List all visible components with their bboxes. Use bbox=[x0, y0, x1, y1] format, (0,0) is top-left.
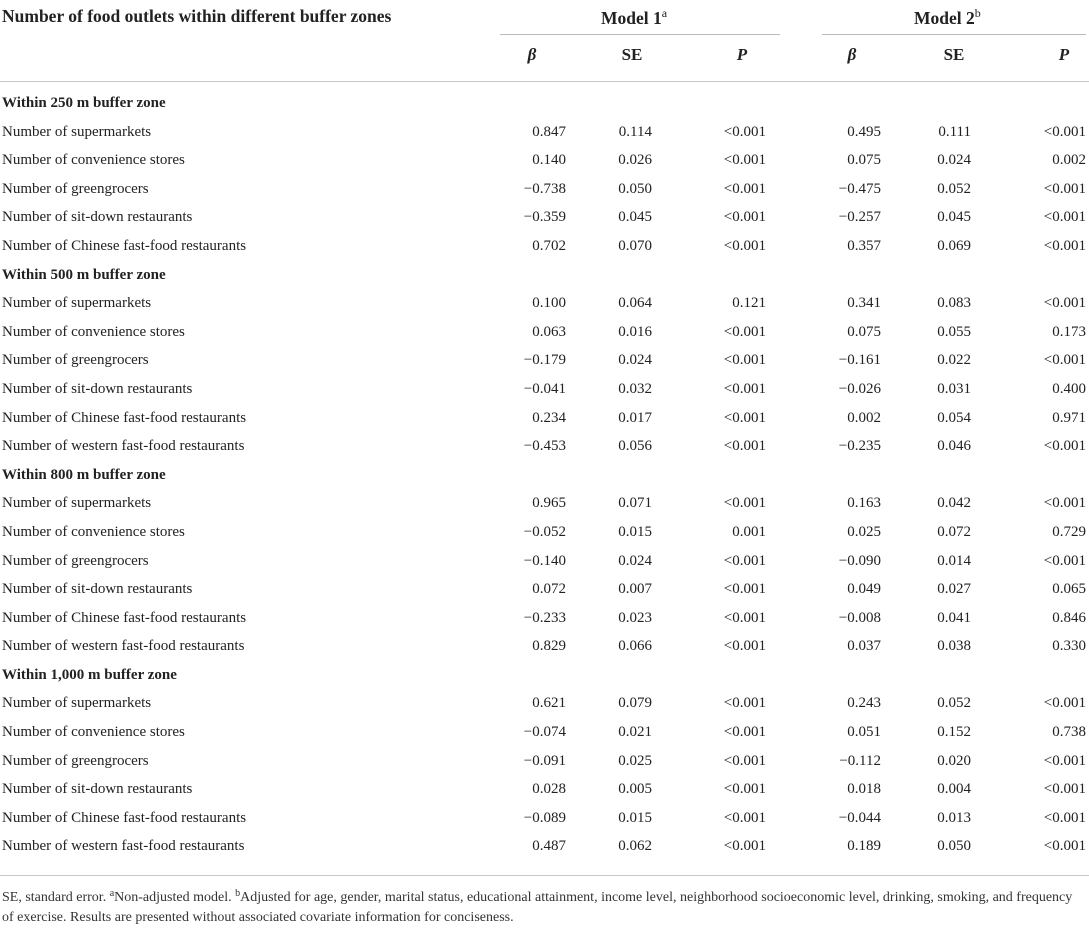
cell-beta-1: 0.100 bbox=[532, 295, 566, 312]
cell-p-2: 0.065 bbox=[1052, 581, 1086, 598]
model1-header bbox=[601, 6, 667, 29]
table-row bbox=[0, 147, 1089, 176]
table-row bbox=[0, 176, 1089, 205]
cell-p-1: 0.121 bbox=[732, 295, 766, 312]
row-label: Number of Chinese fast-food restaurants bbox=[2, 237, 247, 254]
cell-se-1: 0.023 bbox=[618, 609, 652, 626]
cell-se-1: 0.056 bbox=[618, 438, 652, 455]
cell-beta-1: −0.738 bbox=[523, 180, 566, 197]
col-se-2: SE bbox=[943, 45, 965, 64]
cell-p-1: <0.001 bbox=[723, 638, 766, 655]
cell-p-1: <0.001 bbox=[723, 352, 766, 369]
model2-footnote-mark: b bbox=[974, 6, 981, 20]
footnote-mark-b: b bbox=[235, 888, 241, 899]
cell-beta-2: 0.002 bbox=[847, 409, 881, 426]
row-label: Number of Chinese fast-food restaurants bbox=[2, 609, 247, 626]
cell-p-1: <0.001 bbox=[723, 495, 766, 512]
cell-p-1: 0.001 bbox=[732, 523, 766, 540]
footnote-a-text: Non-adjusted model. bbox=[114, 890, 236, 905]
table-row bbox=[0, 433, 1089, 462]
footnote-b-text: Adjusted for age, gender, marital status, educational attainment, income level, neighborhood socioeconomic level, drinking, smoking, and frequency of exercise. Results are presented without associated covariate information for conciseness. bbox=[2, 890, 1073, 925]
cell-se-1: 0.032 bbox=[618, 380, 652, 397]
cell-beta-2: 0.495 bbox=[847, 123, 881, 140]
row-label: Number of convenience stores bbox=[2, 523, 185, 540]
row-label: Number of sit-down restaurants bbox=[2, 581, 193, 598]
cell-beta-1: 0.702 bbox=[532, 237, 566, 254]
model2-header bbox=[914, 6, 981, 29]
cell-p-1: <0.001 bbox=[723, 695, 766, 712]
cell-se-2: 0.004 bbox=[937, 781, 971, 798]
cell-beta-1: 0.829 bbox=[532, 638, 566, 655]
cell-se-1: 0.017 bbox=[618, 409, 652, 426]
cell-se-2: 0.054 bbox=[937, 409, 971, 426]
col-beta-2: β bbox=[847, 45, 857, 64]
section-label: Within 800 m buffer zone bbox=[2, 466, 166, 483]
cell-se-1: 0.079 bbox=[618, 695, 652, 712]
cell-p-2: 0.330 bbox=[1052, 638, 1086, 655]
cell-p-2: 0.729 bbox=[1052, 523, 1086, 540]
cell-beta-2: 0.357 bbox=[847, 237, 881, 254]
cell-se-2: 0.027 bbox=[937, 581, 971, 598]
table-row bbox=[0, 633, 1089, 662]
cell-p-1: <0.001 bbox=[723, 838, 766, 855]
cell-beta-2: 0.049 bbox=[847, 581, 881, 598]
table-body bbox=[0, 90, 1089, 862]
table-row bbox=[0, 204, 1089, 233]
cell-se-1: 0.066 bbox=[618, 638, 652, 655]
section-header-row bbox=[0, 462, 1089, 491]
cell-p-1: <0.001 bbox=[723, 123, 766, 140]
cell-p-2: 0.971 bbox=[1052, 409, 1086, 426]
row-label: Number of western fast-food restaurants bbox=[2, 438, 245, 455]
cell-p-2: <0.001 bbox=[1043, 838, 1086, 855]
cell-p-2: <0.001 bbox=[1043, 438, 1086, 455]
cell-p-1: <0.001 bbox=[723, 180, 766, 197]
cell-se-1: 0.070 bbox=[618, 237, 652, 254]
table-row bbox=[0, 690, 1089, 719]
cell-se-2: 0.052 bbox=[937, 695, 971, 712]
table-title: Number of food outlets within different buffer zones bbox=[2, 6, 392, 26]
cell-beta-2: −0.475 bbox=[838, 180, 881, 197]
table-row bbox=[0, 719, 1089, 748]
section-header-row bbox=[0, 90, 1089, 119]
cell-se-2: 0.013 bbox=[937, 809, 971, 826]
cell-beta-1: −0.140 bbox=[523, 552, 566, 569]
cell-se-2: 0.046 bbox=[937, 438, 971, 455]
model2-label: Model 2 bbox=[914, 8, 975, 28]
cell-se-2: 0.038 bbox=[937, 638, 971, 655]
cell-p-2: <0.001 bbox=[1043, 209, 1086, 226]
cell-se-1: 0.005 bbox=[618, 781, 652, 798]
cell-se-1: 0.025 bbox=[618, 752, 652, 769]
column-header-row bbox=[0, 42, 1089, 80]
row-label: Number of sit-down restaurants bbox=[2, 209, 193, 226]
cell-beta-2: −0.112 bbox=[839, 752, 881, 769]
cell-se-1: 0.024 bbox=[618, 352, 652, 369]
row-label: Number of sit-down restaurants bbox=[2, 781, 193, 798]
cell-beta-2: −0.257 bbox=[838, 209, 881, 226]
cell-p-2: 0.400 bbox=[1052, 380, 1086, 397]
table-row bbox=[0, 119, 1089, 148]
cell-beta-1: −0.179 bbox=[523, 352, 566, 369]
model1-label: Model 1 bbox=[601, 8, 662, 28]
table-footnote bbox=[2, 884, 1082, 928]
cell-beta-2: −0.026 bbox=[838, 380, 881, 397]
row-label: Number of Chinese fast-food restaurants bbox=[2, 809, 247, 826]
footnote-mark-a: a bbox=[109, 888, 115, 899]
cell-beta-2: −0.090 bbox=[838, 552, 881, 569]
col-beta-1: β bbox=[527, 45, 537, 64]
table-row bbox=[0, 833, 1089, 862]
table-row bbox=[0, 548, 1089, 577]
row-label: Number of greengrocers bbox=[2, 552, 149, 569]
cell-beta-1: −0.091 bbox=[523, 752, 566, 769]
table-row bbox=[0, 290, 1089, 319]
table-row bbox=[0, 805, 1089, 834]
cell-p-2: <0.001 bbox=[1043, 752, 1086, 769]
cell-p-1: <0.001 bbox=[723, 209, 766, 226]
section-header-row bbox=[0, 662, 1089, 691]
row-label: Number of Chinese fast-food restaurants bbox=[2, 409, 247, 426]
cell-p-1: <0.001 bbox=[723, 781, 766, 798]
cell-se-2: 0.014 bbox=[937, 552, 971, 569]
cell-beta-2: 0.341 bbox=[847, 295, 881, 312]
row-label: Number of convenience stores bbox=[2, 152, 185, 169]
row-label: Number of supermarkets bbox=[2, 495, 152, 512]
cell-se-2: 0.024 bbox=[937, 152, 971, 169]
table-row bbox=[0, 347, 1089, 376]
cell-beta-2: 0.075 bbox=[847, 323, 881, 340]
cell-beta-1: −0.074 bbox=[523, 724, 566, 741]
table-row bbox=[0, 776, 1089, 805]
cell-se-2: 0.055 bbox=[937, 323, 971, 340]
row-label: Number of western fast-food restaurants bbox=[2, 838, 245, 855]
cell-beta-1: 0.847 bbox=[532, 123, 566, 140]
cell-beta-2: −0.161 bbox=[838, 352, 881, 369]
cell-p-1: <0.001 bbox=[723, 409, 766, 426]
footer-divider bbox=[0, 875, 1089, 876]
cell-beta-2: 0.018 bbox=[847, 781, 881, 798]
section-header-row bbox=[0, 262, 1089, 291]
cell-beta-2: −0.235 bbox=[838, 438, 881, 455]
cell-p-2: <0.001 bbox=[1043, 781, 1086, 798]
section-label: Within 250 m buffer zone bbox=[2, 95, 166, 111]
row-label: Number of supermarkets bbox=[2, 123, 152, 140]
cell-se-2: 0.072 bbox=[937, 523, 971, 540]
cell-beta-2: 0.037 bbox=[847, 638, 881, 655]
row-label: Number of supermarkets bbox=[2, 295, 152, 312]
model1-underline bbox=[500, 34, 780, 35]
cell-se-2: 0.045 bbox=[937, 209, 971, 226]
cell-p-1: <0.001 bbox=[723, 581, 766, 598]
col-p-1: P bbox=[736, 45, 748, 64]
cell-beta-1: 0.072 bbox=[532, 581, 566, 598]
cell-p-2: 0.738 bbox=[1052, 724, 1086, 741]
cell-p-2: <0.001 bbox=[1043, 809, 1086, 826]
row-label: Number of sit-down restaurants bbox=[2, 380, 193, 397]
section-label: Within 500 m buffer zone bbox=[2, 266, 166, 283]
cell-p-2: <0.001 bbox=[1043, 295, 1086, 312]
table-row bbox=[0, 319, 1089, 348]
cell-se-2: 0.152 bbox=[937, 724, 971, 741]
table-row bbox=[0, 233, 1089, 262]
cell-beta-1: 0.028 bbox=[532, 781, 566, 798]
header-divider bbox=[0, 81, 1089, 82]
row-label: Number of greengrocers bbox=[2, 180, 149, 197]
cell-se-1: 0.016 bbox=[618, 323, 652, 340]
cell-beta-1: −0.052 bbox=[523, 523, 566, 540]
model2-underline bbox=[822, 34, 1086, 35]
cell-beta-2: 0.025 bbox=[847, 523, 881, 540]
row-label: Number of greengrocers bbox=[2, 752, 149, 769]
cell-se-1: 0.071 bbox=[618, 495, 652, 512]
cell-se-1: 0.021 bbox=[618, 724, 652, 741]
cell-beta-1: −0.453 bbox=[523, 438, 566, 455]
row-label: Number of supermarkets bbox=[2, 695, 152, 712]
cell-p-2: <0.001 bbox=[1043, 237, 1086, 254]
cell-se-2: 0.020 bbox=[937, 752, 971, 769]
cell-se-2: 0.069 bbox=[937, 237, 971, 254]
cell-se-2: 0.083 bbox=[937, 295, 971, 312]
col-p-2: P bbox=[1058, 45, 1070, 64]
table-row bbox=[0, 605, 1089, 634]
cell-se-1: 0.007 bbox=[618, 581, 652, 598]
cell-p-2: 0.002 bbox=[1052, 152, 1086, 169]
footnote-lead: SE, standard error. bbox=[2, 890, 110, 905]
cell-se-2: 0.050 bbox=[937, 838, 971, 855]
cell-beta-1: 0.621 bbox=[532, 695, 566, 712]
cell-se-2: 0.031 bbox=[937, 380, 971, 397]
row-label: Number of greengrocers bbox=[2, 352, 149, 369]
cell-se-1: 0.015 bbox=[618, 523, 652, 540]
col-se-1: SE bbox=[621, 45, 643, 64]
cell-se-1: 0.026 bbox=[618, 152, 652, 169]
cell-p-1: <0.001 bbox=[723, 323, 766, 340]
cell-beta-1: 0.965 bbox=[532, 495, 566, 512]
cell-beta-2: 0.075 bbox=[847, 152, 881, 169]
cell-beta-1: −0.041 bbox=[523, 380, 566, 397]
row-label: Number of convenience stores bbox=[2, 724, 185, 741]
table-row bbox=[0, 376, 1089, 405]
cell-p-1: <0.001 bbox=[723, 809, 766, 826]
cell-beta-2: 0.243 bbox=[847, 695, 881, 712]
cell-beta-1: −0.233 bbox=[523, 609, 566, 626]
cell-beta-2: 0.051 bbox=[847, 724, 881, 741]
cell-se-2: 0.111 bbox=[938, 123, 971, 140]
table-row bbox=[0, 490, 1089, 519]
cell-se-1: 0.114 bbox=[618, 123, 652, 140]
cell-se-2: 0.022 bbox=[937, 352, 971, 369]
cell-se-1: 0.024 bbox=[618, 552, 652, 569]
table-row bbox=[0, 405, 1089, 434]
cell-p-1: <0.001 bbox=[723, 724, 766, 741]
cell-se-1: 0.015 bbox=[618, 809, 652, 826]
section-label: Within 1,000 m buffer zone bbox=[2, 666, 177, 683]
cell-p-1: <0.001 bbox=[723, 609, 766, 626]
cell-se-1: 0.064 bbox=[618, 295, 652, 312]
row-label: Number of western fast-food restaurants bbox=[2, 638, 245, 655]
cell-beta-2: 0.163 bbox=[847, 495, 881, 512]
cell-beta-2: −0.008 bbox=[838, 609, 881, 626]
cell-p-2: <0.001 bbox=[1043, 352, 1086, 369]
cell-p-1: <0.001 bbox=[723, 237, 766, 254]
cell-p-1: <0.001 bbox=[723, 438, 766, 455]
table-row bbox=[0, 519, 1089, 548]
row-label: Number of convenience stores bbox=[2, 323, 185, 340]
table-row bbox=[0, 576, 1089, 605]
cell-beta-1: −0.359 bbox=[523, 209, 566, 226]
cell-p-2: 0.846 bbox=[1052, 609, 1086, 626]
cell-p-2: <0.001 bbox=[1043, 123, 1086, 140]
cell-beta-1: −0.089 bbox=[523, 809, 566, 826]
cell-se-2: 0.041 bbox=[937, 609, 971, 626]
cell-se-2: 0.052 bbox=[937, 180, 971, 197]
cell-beta-1: 0.487 bbox=[532, 838, 566, 855]
cell-beta-1: 0.140 bbox=[532, 152, 566, 169]
cell-p-1: <0.001 bbox=[723, 380, 766, 397]
cell-p-1: <0.001 bbox=[723, 752, 766, 769]
cell-p-1: <0.001 bbox=[723, 152, 766, 169]
table-row bbox=[0, 748, 1089, 777]
model1-footnote-mark: a bbox=[661, 6, 668, 20]
cell-se-1: 0.062 bbox=[618, 838, 652, 855]
cell-se-1: 0.045 bbox=[618, 209, 652, 226]
cell-beta-2: 0.189 bbox=[847, 838, 881, 855]
table-header-top bbox=[0, 0, 1089, 34]
cell-p-2: <0.001 bbox=[1043, 695, 1086, 712]
cell-p-2: <0.001 bbox=[1043, 180, 1086, 197]
cell-se-1: 0.050 bbox=[618, 180, 652, 197]
cell-p-2: <0.001 bbox=[1043, 495, 1086, 512]
cell-p-2: <0.001 bbox=[1043, 552, 1086, 569]
cell-beta-1: 0.234 bbox=[532, 409, 566, 426]
cell-p-1: <0.001 bbox=[723, 552, 766, 569]
cell-beta-1: 0.063 bbox=[532, 323, 566, 340]
cell-se-2: 0.042 bbox=[937, 495, 971, 512]
cell-p-2: 0.173 bbox=[1052, 323, 1086, 340]
cell-beta-2: −0.044 bbox=[838, 809, 881, 826]
